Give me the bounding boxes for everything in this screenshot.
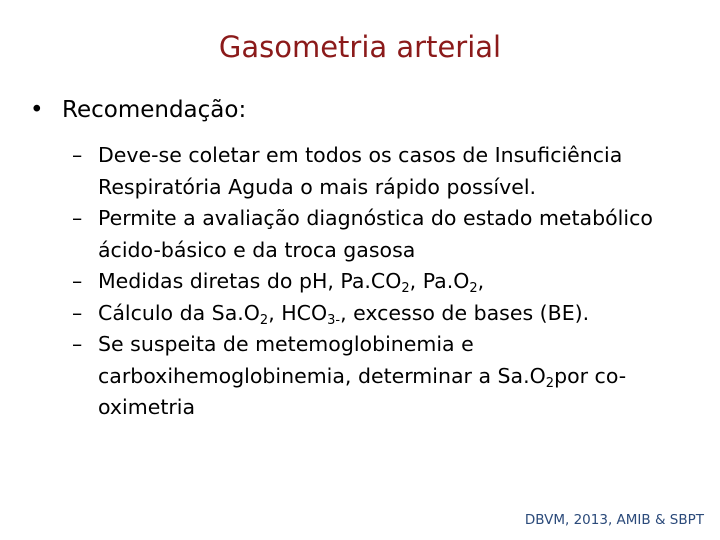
item-text-line <box>98 266 712 298</box>
text-segment: carboxihemoglobinemia, determinar a Sa.O <box>98 363 546 388</box>
item-text-line: Se suspeita de metemoglobinemia e <box>98 332 474 356</box>
subscript: 2 <box>259 312 269 328</box>
sub-bullet-item <box>72 329 712 424</box>
subscript: 2 <box>401 281 410 296</box>
dash-marker: – <box>72 206 83 230</box>
item-text-line: Permite a avaliação diagnóstica do estado metabólico <box>98 206 653 230</box>
sub-bullet-item <box>72 298 712 330</box>
slide-title: Gasometria arterial <box>218 30 502 64</box>
item-text-line: Deve-se coletar em todos os casos de Insuficiência <box>98 143 623 167</box>
main-bullet <box>30 94 246 126</box>
text-segment: , Pa.O <box>409 269 470 293</box>
subscript: 2 <box>545 375 555 391</box>
dash-marker: – <box>72 269 83 293</box>
item-text-line: oximetria <box>98 395 196 419</box>
subscript: 2 <box>469 281 478 296</box>
sub-bullet-list <box>72 140 712 424</box>
text-segment: por co- <box>554 363 627 388</box>
dash-marker: – <box>72 300 83 325</box>
sub-bullet-item <box>72 203 712 266</box>
dash-marker: – <box>72 143 83 167</box>
main-bullet-label: Recomendação: <box>62 97 247 123</box>
sub-bullet-item <box>72 266 712 298</box>
item-text-line: Respiratória Aguda o mais rápido possível. <box>98 174 537 199</box>
dash-marker: – <box>72 332 83 356</box>
text-segment: Medidas diretas do pH, Pa.CO <box>98 269 402 293</box>
text-segment: Cálculo da Sa.O <box>98 300 260 325</box>
item-text-line <box>98 361 712 393</box>
bullet-symbol: • <box>30 97 44 123</box>
sub-bullet-item <box>72 140 712 203</box>
item-text-line <box>98 298 712 330</box>
text-segment: , <box>477 269 485 293</box>
text-segment: , excesso de bases (BE). <box>340 300 590 325</box>
text-segment: , HCO <box>268 300 328 325</box>
citation-footer: DBVM, 2013, AMIB & SBPT <box>524 512 704 528</box>
subscript: 3- <box>327 312 341 328</box>
item-text-line: ácido-básico e da troca gasosa <box>98 237 416 262</box>
